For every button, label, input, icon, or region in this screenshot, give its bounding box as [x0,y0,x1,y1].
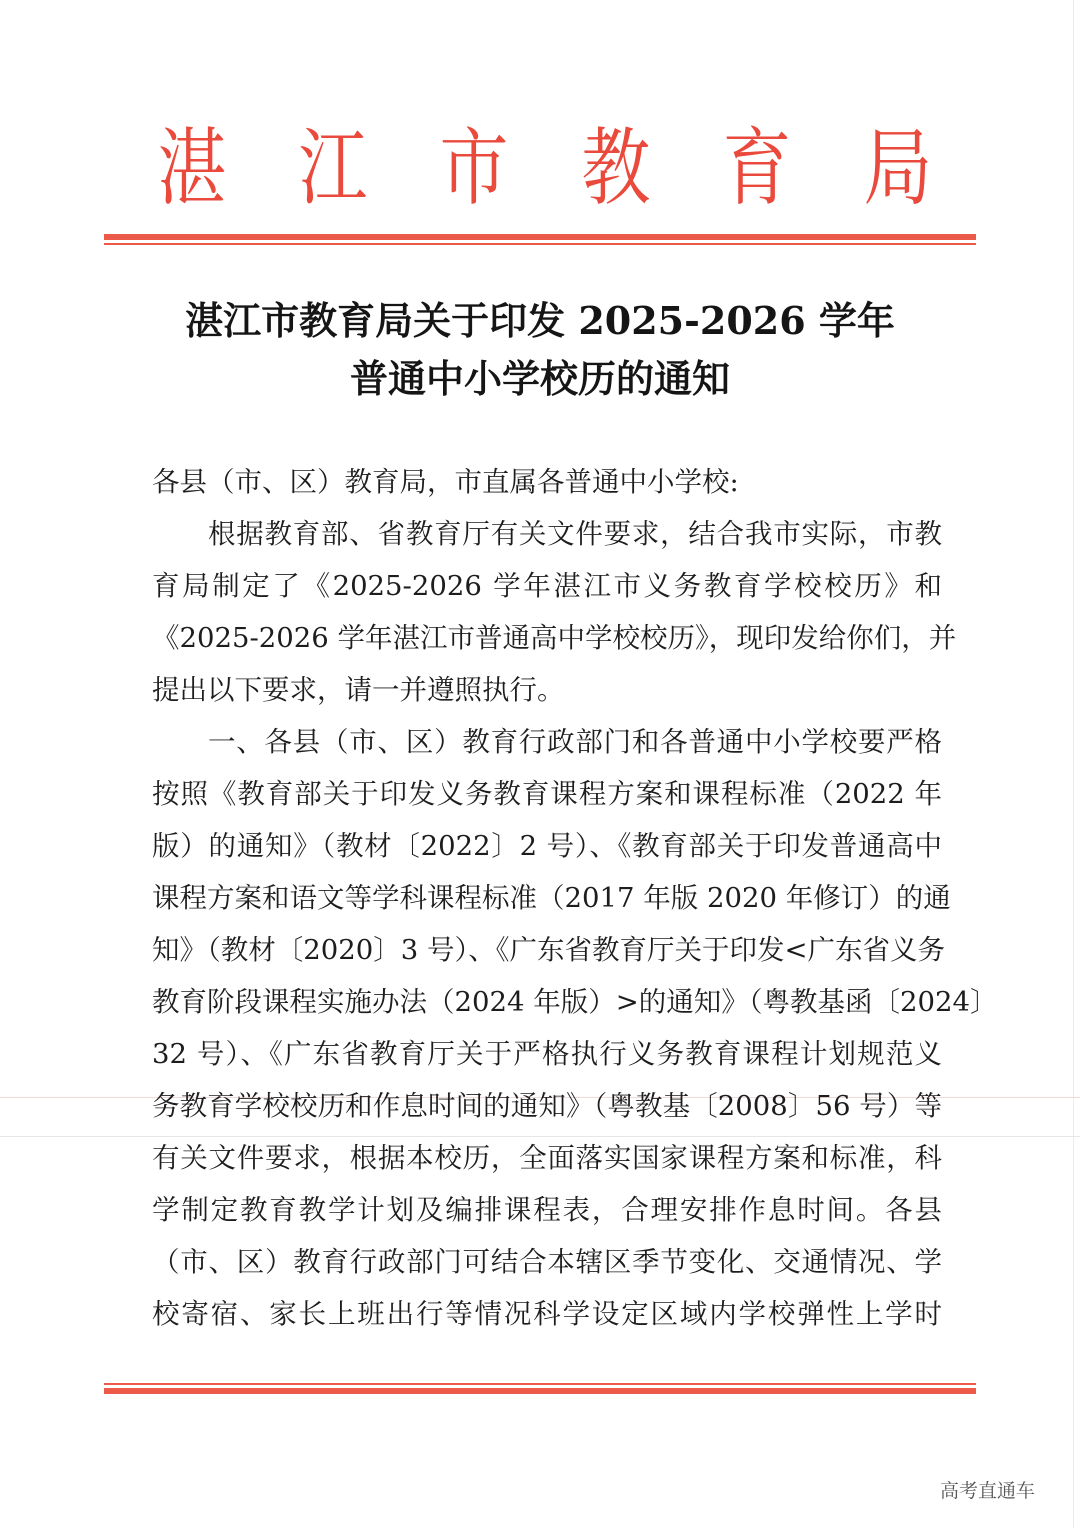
body-line: 根据教育部、省教育厅有关文件要求，结合我市实际，市教 [208,518,942,550]
masthead-char: 市 [439,119,509,217]
body-line: 课程方案和语文等学科课程标准（2017 年版 2020 年修订）的通 [152,882,951,914]
body-line: 提出以下要求，请一并遵照执行。 [152,674,565,706]
title-line-2: 普通中小学校历的通知 [349,356,730,401]
masthead-char: 江 [298,119,368,217]
body-line: 务教育学校校历和作息时间的通知》（粤教基〔2008〕56 号）等 [152,1090,942,1122]
body-line: 知》（教材〔2020〕3 号）、《广东省教育厅关于印发<广东省义务 [152,934,946,966]
document-title [0,292,1080,408]
body-line: 《2025-2026 学年湛江市普通高中学校校历》，现印发给你们，并 [152,622,957,654]
masthead-red-header [150,118,940,218]
body-line: 版）的通知》（教材〔2022〕2 号）、《教育部关于印发普通高中 [152,830,942,862]
masthead-char: 教 [581,119,651,217]
header-red-rule [104,234,976,245]
masthead-char: 育 [722,119,792,217]
masthead-char: 湛 [157,119,227,217]
body-line: 教育阶段课程实施办法（2024 年版）>的通知》（粤教基函〔2024〕 [152,986,998,1018]
watermark: 高考直通车 [940,1480,1036,1502]
body-line: 校寄宿、家长上班出行等情况科学设定区域内学校弹性上学时 [152,1298,942,1330]
body-line: 育局制定了《2025-2026 学年湛江市义务教育学校校历》和 [152,570,942,602]
body-line: 按照《教育部关于印发义务教育课程方案和课程标准（2022 年 [152,778,942,810]
title-line-1: 湛江市教育局关于印发 2025-2026 学年 [185,298,895,343]
body-line: 各县（市、区）教育局，市直属各普通中小学校: [152,466,739,498]
body-line: 学制定教育教学计划及编排课程表，合理安排作息时间。各县 [152,1194,942,1226]
masthead-char: 局 [863,119,933,217]
body-line: 32 号）、《广东省教育厅关于严格执行义务教育课程计划规范义 [152,1038,942,1070]
body-line: （市、区）教育行政部门可结合本辖区季节变化、交通情况、学 [152,1246,942,1278]
body-line: 有关文件要求，根据本校历，全面落实国家课程方案和标准，科 [152,1142,942,1174]
page-edge-line [1073,0,1074,1528]
body-line: 一、各县（市、区）教育行政部门和各普通中小学校要严格 [208,726,942,758]
footer-red-rule [104,1383,976,1394]
